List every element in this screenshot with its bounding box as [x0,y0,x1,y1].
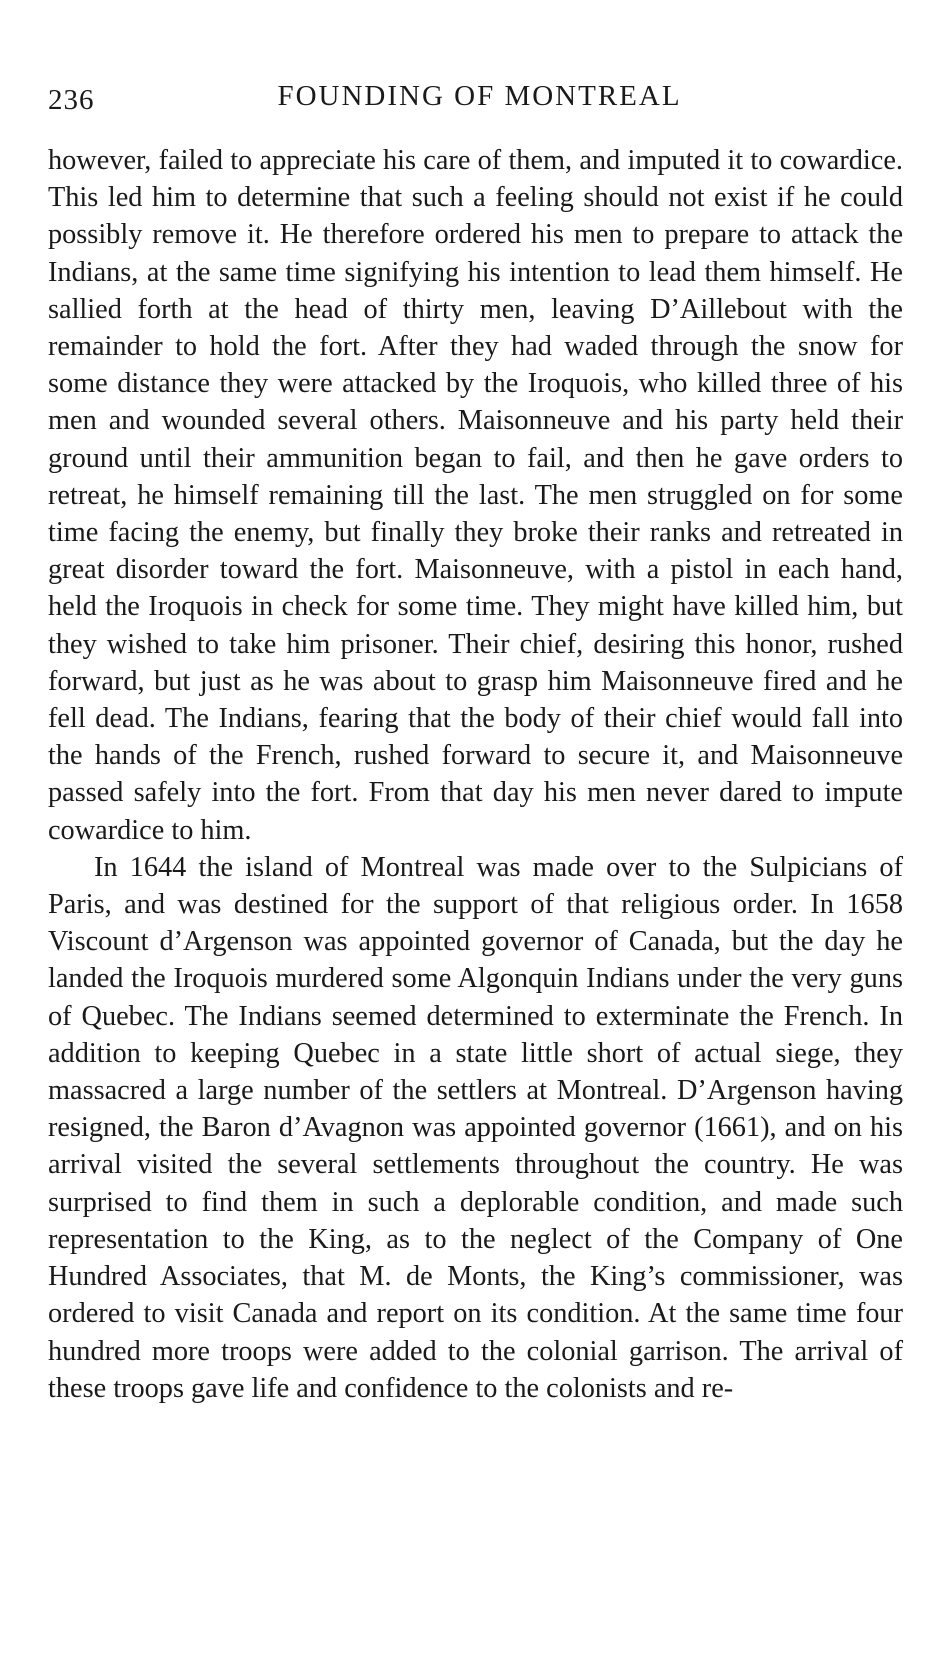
paragraph: however, failed to appreciate his care of them, and imputed it to cowardice. This led him to determine that such a feeling should not exist if he could possibly remove it. He therefore ordered his men to prepare to attack the Indians, at the same time signifying his intention to lead them himself. He sallied forth at the head of thirty men, leaving D’Aillebout with the remainder to hold the fort. After they had waded through the snow for some distance they were attacked by the Iroquois, who killed three of his men and wounded several others. Maisonneuve and his party held their ground until their ammunition began to fail, and then he gave orders to retreat, he himself remaining till the last. The men struggled on for some time facing the enemy, but finally they broke their ranks and retreated in great disorder toward the fort. Maisonneuve, with a pistol in each hand, held the Iroquois in check for some time. They might have killed him, but they wished to take him prisoner. Their chief, desiring this honor, rushed forward, but just as he was about to grasp him Maisonneuve fired and he fell dead. The Indians, fearing that the body of their chief would fall into the hands of the French, rushed forward to secure it, and Maisonneuve passed safely into the fort. From that day his men never dared to impute cowardice to him. [48,145,903,846]
running-head [48,80,903,120]
page-number: 236 [48,84,95,116]
paragraph: In 1644 the island of Montreal was made over to the Sulpicians of Paris, and was destined for the support of that religious order. In 1658 Viscount d’Argenson was appointed governor of Canada, but the day he landed the Iroquois murdered some Algonquin Indians under the very guns of Quebec. The Indians seemed determined to exterminate the French. In addition to keeping Quebec in a state little short of actual siege, they massacred a large number of the settlers at Montreal. D’Argenson having resigned, the Baron d’Avagnon was appointed governor (1661), and on his arrival visited the several settlements throughout the country. He was surprised to find them in such a deplorable condition, and made such representation to the King, as to the neglect of the Company of One Hundred Associates, that M. de Monts, the King’s commissioner, was ordered to visit Canada and report on its condition. At the same time four hundred more troops were added to the colonial garrison. The arrival of these troops gave life and confidence to the colonists and re- [48,851,903,1404]
body-text [48,142,903,1407]
chapter-title: FOUNDING OF MONTREAL [277,80,682,112]
